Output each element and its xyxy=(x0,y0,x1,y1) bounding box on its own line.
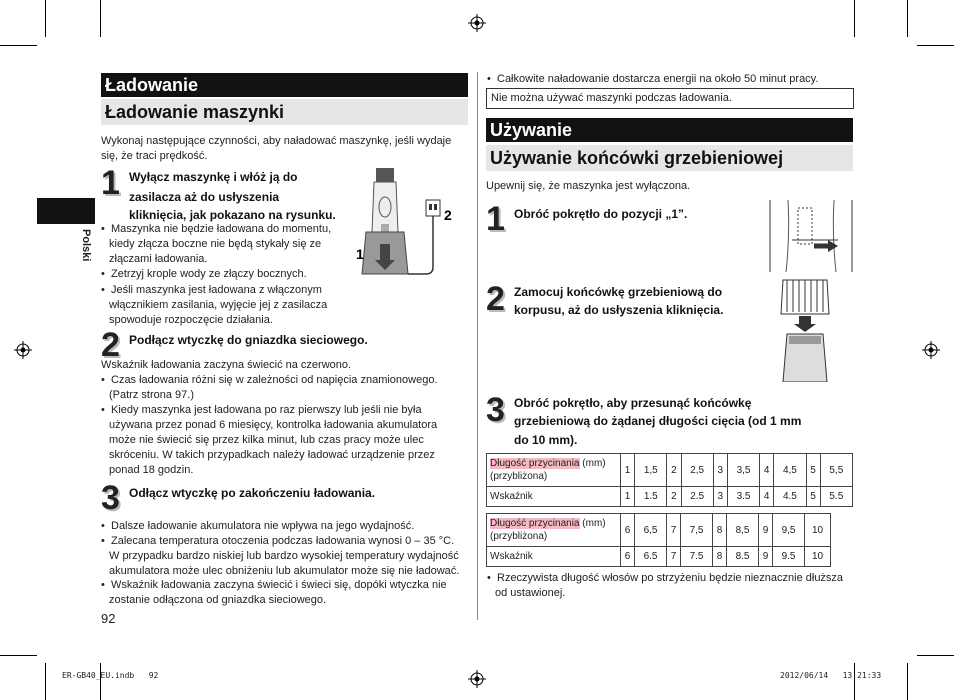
step-number: 3 xyxy=(101,479,120,517)
indicator-cell: 9.5 xyxy=(773,547,805,567)
indicator-cell: 1 xyxy=(621,487,635,507)
crop-mark xyxy=(0,655,37,656)
indicator-header-cell: Wskaźnik xyxy=(487,487,621,507)
indicator-cell: 3 xyxy=(713,487,727,507)
length-cell: 2,5 xyxy=(681,454,713,487)
language-label: Polski xyxy=(80,229,92,262)
length-cell: 3 xyxy=(713,454,727,487)
indicator-cell: 8 xyxy=(713,547,727,567)
section-title: Używanie xyxy=(486,118,853,142)
length-header-cell xyxy=(487,514,621,547)
length-unit: (mm) xyxy=(579,518,606,529)
bullet-item: • Jeśli maszynka jest ładowana z włączonym xyxy=(101,283,361,298)
note-continuation: zostanie odłączona od gniazdka sieciowego. xyxy=(109,594,327,606)
length-header-cell xyxy=(487,454,621,487)
registration-mark-icon xyxy=(468,670,486,688)
crop-mark xyxy=(100,0,101,37)
note-item: • Zalecana temperatura otoczenia podczas ładowania wynosi 0 – 35 °C. xyxy=(101,534,467,549)
length-cell: 9,5 xyxy=(773,514,805,547)
crop-mark xyxy=(45,663,46,700)
crop-mark xyxy=(854,663,855,700)
bullet-continuation: złączami ładowania. xyxy=(109,253,208,265)
column-divider xyxy=(477,72,478,620)
length-cell: 8 xyxy=(713,514,727,547)
table-row xyxy=(487,487,853,507)
bullet-continuation: może nie świecić się przez kilka minut, lub czas pracy może ulec xyxy=(109,434,424,446)
indicator-cell: 7.5 xyxy=(681,547,713,567)
crop-mark xyxy=(907,0,908,37)
section-title: Ładowanie xyxy=(101,73,468,97)
indicator-cell: 3.5 xyxy=(727,487,759,507)
step-title: zasilacza aż do usłyszenia xyxy=(129,190,280,204)
bullet-continuation: używana przez ponad 6 miesięcy, kontrolka ładowania akumulatora xyxy=(109,419,438,431)
bullet-item: • Kiedy maszynka jest ładowana po raz pierwszy lub jeśli nie była xyxy=(101,403,467,418)
indicator-cell: 4 xyxy=(760,487,774,507)
bullet-continuation: skróceniu. W takich przypadkach należy ładować urządzenie przez xyxy=(109,449,435,461)
step-title: korpusu, aż do usłyszenia kliknięcia. xyxy=(514,303,724,317)
length-cell: 9 xyxy=(759,514,773,547)
note-item: • Rzeczywista długość włosów po strzyżeniu będzie nieznacznie dłuższa xyxy=(487,571,853,586)
crop-mark xyxy=(917,45,954,46)
step-title: Podłącz wtyczkę do gniazdka sieciowego. xyxy=(129,333,368,347)
crop-mark xyxy=(100,663,101,700)
length-cell: 1 xyxy=(621,454,635,487)
comb-attachment-illustration xyxy=(775,276,835,382)
note-item: • Dalsze ładowanie akumulatora nie wpływa na jego wydajność. xyxy=(101,519,467,534)
indicator-cell: 6.5 xyxy=(635,547,667,567)
indicator-cell: 5 xyxy=(806,487,820,507)
length-table-1 xyxy=(486,453,853,507)
indicator-cell: 9 xyxy=(759,547,773,567)
indicator-cell: 2 xyxy=(667,487,681,507)
step-title: Obróć pokrętło, aby przesunąć końcówkę xyxy=(514,396,752,410)
step-title: grzebieniową do żądanej długości cięcia (od 1 mm xyxy=(514,414,802,428)
sub-title: Używanie końcówki grzebieniowej xyxy=(486,145,853,171)
figure-label: 1 xyxy=(356,246,364,262)
length-unit: (mm) xyxy=(579,458,606,469)
sub-title: Ładowanie maszynki xyxy=(101,99,468,125)
page-number: 92 xyxy=(101,611,116,626)
length-cell: 7 xyxy=(667,514,681,547)
step-title: do 10 mm). xyxy=(514,433,578,447)
indicator-header-cell: Wskaźnik xyxy=(487,547,621,567)
table-row xyxy=(487,454,853,487)
bullet-continuation: (Patrz strona 97.) xyxy=(109,389,194,401)
indicator-cell: 8.5 xyxy=(727,547,759,567)
bullet-continuation: kiedy złącza boczne nie będą stykały się ze xyxy=(109,238,322,250)
crop-mark xyxy=(907,663,908,700)
bullet-continuation: włącznikiem zasilania, wyjęcie jej z zasilacza xyxy=(109,299,328,311)
indicator-cell: 5.5 xyxy=(820,487,852,507)
info-text: Wskaźnik ładowania zaczyna świecić na czerwono. xyxy=(101,359,352,371)
step-number: 1 xyxy=(101,164,120,202)
length-label: Długość przycinania xyxy=(490,518,580,529)
crop-mark xyxy=(917,655,954,656)
length-cell: 7,5 xyxy=(681,514,713,547)
table-row xyxy=(487,514,831,547)
length-label: Długość przycinania xyxy=(490,458,580,469)
length-cell: 1,5 xyxy=(635,454,667,487)
length-cell: 2 xyxy=(667,454,681,487)
length-cell: 8,5 xyxy=(727,514,759,547)
step-title: Zamocuj końcówkę grzebieniową do xyxy=(514,285,723,299)
note-item: • Wskaźnik ładowania zaczyna świecić i świeci się, dopóki wtyczka nie xyxy=(101,578,467,593)
bullet-item: • Czas ładowania różni się w zależności od napięcia znamionowego. xyxy=(101,373,467,388)
length-cell: 5,5 xyxy=(820,454,852,487)
dial-illustration xyxy=(768,200,854,272)
length-cell: 3,5 xyxy=(727,454,759,487)
crop-mark xyxy=(0,45,37,46)
step-title: Wyłącz maszynkę i włóż ją do xyxy=(129,170,298,184)
length-cell: 5 xyxy=(806,454,820,487)
step-title: kliknięcia, jak pokazano na rysunku. xyxy=(129,208,336,222)
note-item: • Całkowite naładowanie dostarcza energii na około 50 minut pracy. xyxy=(487,72,853,87)
indicator-cell: 10 xyxy=(805,547,831,567)
indicator-cell: 6 xyxy=(621,547,635,567)
charging-illustration xyxy=(350,162,468,287)
registration-mark-icon xyxy=(468,14,486,32)
step-number: 3 xyxy=(486,391,505,429)
bullet-continuation: ponad 18 godzin. xyxy=(109,464,194,476)
length-cell: 6 xyxy=(621,514,635,547)
length-cell: 4,5 xyxy=(774,454,806,487)
crop-mark xyxy=(45,0,46,37)
figure-label: 2 xyxy=(444,207,452,223)
bullet-continuation: spowoduje rozpoczęcie działania. xyxy=(109,314,273,326)
step-number: 1 xyxy=(486,200,505,238)
intro-text: Upewnij się, że maszynka jest wyłączona. xyxy=(486,180,691,192)
length-cell: 6,5 xyxy=(635,514,667,547)
indicator-cell: 2.5 xyxy=(681,487,713,507)
bullet-item: • Maszynka nie będzie ładowana do momentu, xyxy=(101,222,361,237)
step-number: 2 xyxy=(486,280,505,318)
footer-file: ER-GB40_EU.indb 92 xyxy=(62,671,159,680)
intro-text: Wykonaj następujące czynności, aby naładować maszynkę, jeśli wydaje się, że traci prędkość. xyxy=(101,135,452,162)
language-tab xyxy=(37,198,95,224)
indicator-cell: 7 xyxy=(667,547,681,567)
warning-box: Nie można używać maszynki podczas ładowania. xyxy=(486,88,854,109)
length-label-approx: (przybliżona) xyxy=(490,471,548,482)
length-table-2 xyxy=(486,513,831,567)
note-continuation: od ustawionej. xyxy=(495,587,566,599)
registration-mark-icon xyxy=(14,341,32,359)
registration-mark-icon xyxy=(922,341,940,359)
bullet-item: • Zetrzyj krople wody ze złączy bocznych. xyxy=(101,267,361,282)
step-title: Odłącz wtyczkę po zakończeniu ładowania. xyxy=(129,486,376,500)
table-row xyxy=(487,547,831,567)
length-cell: 10 xyxy=(805,514,831,547)
indicator-cell: 4.5 xyxy=(774,487,806,507)
note-continuation: W przypadku bardzo niskiej lub bardzo wysokiej temperatury wydajność xyxy=(109,550,459,562)
indicator-cell: 1.5 xyxy=(635,487,667,507)
step-title: Obróć pokrętło do pozycji „1”. xyxy=(514,207,688,221)
crop-mark xyxy=(854,0,855,37)
step-number: 2 xyxy=(101,326,120,364)
footer-date: 2012/06/14 13:21:33 xyxy=(780,671,882,680)
length-label-approx: (przybliżona) xyxy=(490,531,548,542)
length-cell: 4 xyxy=(760,454,774,487)
note-continuation: akumulatora może ulec obniżeniu lub akumulator może się nie ładować. xyxy=(109,565,460,577)
